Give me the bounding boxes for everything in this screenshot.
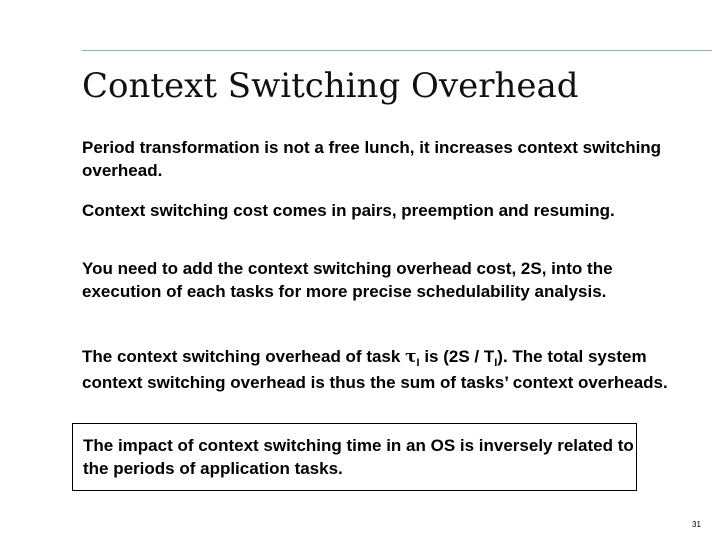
p4-text-middle: is (2S / T <box>419 347 495 366</box>
bullet-paragraph-3: You need to add the context switching overhead cost, 2S, into the execution of each tasks for more precise schedulability analysis. <box>82 259 613 301</box>
p4-text-after: ). The total system context switching overhead is thus the sum of tasks’ context overheads. <box>82 347 668 392</box>
page-number: 31 <box>692 520 701 529</box>
highlight-box <box>72 423 637 491</box>
tau-subscript: I <box>416 357 420 369</box>
bullet-paragraph-2: Context switching cost comes in pairs, preemption and resuming. <box>82 201 615 220</box>
tau-symbol: τ <box>405 347 417 367</box>
p4-text-before: The context switching overhead of task <box>82 347 406 366</box>
slide-title: Context Switching Overhead <box>82 66 579 106</box>
period-subscript: I <box>494 357 498 369</box>
boxed-paragraph: The impact of context switching time in an OS is inversely related to the periods of application tasks. <box>83 436 634 478</box>
title-rule <box>82 50 712 51</box>
bullet-paragraph-4 <box>82 345 672 394</box>
bullet-paragraph-1: Period transformation is not a free lunch, it increases context switching overhead. <box>82 138 662 180</box>
